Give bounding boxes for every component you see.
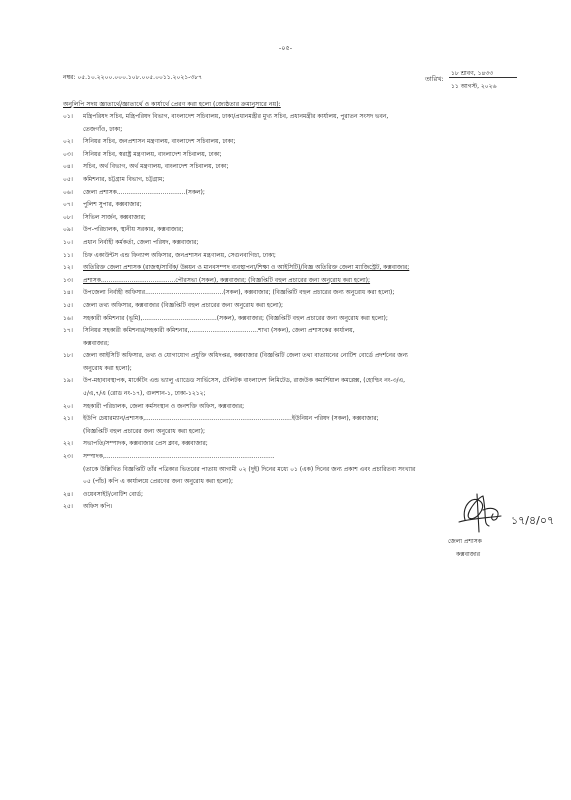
list-item-number: ০৪। bbox=[63, 163, 73, 171]
handwritten-date: ১৭/৪/০৭ bbox=[511, 514, 555, 527]
list-item-text: সভাপতি/সম্পাদক, কক্সবাজার প্রেস ক্লাব, কক্সবাজার; bbox=[83, 440, 208, 448]
signature-mark bbox=[453, 488, 563, 538]
list-item-text: সহকারী পরিচালক, জেলা কর্মসংস্থান ও জনশক্তি অফিস, কক্সবাজার; bbox=[83, 402, 245, 410]
list-item-number: ২২। bbox=[63, 440, 73, 448]
list-item-number: ০৬। bbox=[63, 188, 73, 196]
list-item-text: সিনিয়র সচিব, স্বরাষ্ট্র মন্ত্রণালয়, বাংলাদেশ সচিবালয়, ঢাকা; bbox=[83, 150, 222, 158]
list-item-text: সিভিল সার্জন, কক্সবাজার; bbox=[83, 213, 146, 221]
list-item bbox=[63, 401, 529, 414]
list-item-number: ২৫। bbox=[63, 503, 73, 511]
list-item-continuation: (তাকে উল্লিখিত বিজ্ঞপ্তিটি তাঁর পত্রিকার ভিতরের পাতায় আগামী ০২ (দুই) দিনের মধ্যে ০১ (এক) দিনের জন্য প্রকাশ এবং প্রচারিতব্য সংখ্যার bbox=[83, 465, 416, 473]
signatory-place: কক্সবাজার bbox=[456, 551, 481, 558]
list-item-number: ১৭। bbox=[63, 327, 73, 335]
list-item-number: ২১। bbox=[63, 415, 73, 423]
list-item-number: ২৪। bbox=[63, 490, 73, 498]
list-item-continuation: অনুরোধ করা হলো); bbox=[83, 364, 132, 372]
list-item-text: সহকারী কমিশনার (ভূমি),.......................................(সকল), কক্সবাজার; (বিজ্ঞপ্তিটি বহুল প্রচারের জন্য অনুরোধ করা হলো); bbox=[83, 314, 388, 322]
list-item bbox=[63, 199, 529, 212]
list-item-continuation: (বিজ্ঞপ্তিটি বহুল প্রচারের জন্য অনুরোধ করা হলো); bbox=[83, 427, 205, 435]
list-item-text: কমিশনার, চট্টগ্রাম বিভাগ, চট্টগ্রাম; bbox=[83, 175, 165, 183]
list-item-number: ০৯। bbox=[63, 226, 73, 234]
list-item-text: ইউপি চেয়ারম্যান/প্রশাসক,.............................................................................ইউনিয়ন পরিষদ (সকল), কক্সবাজার; bbox=[83, 415, 379, 423]
list-item-continuation: তেজগাঁও, ঢাকা; bbox=[83, 125, 123, 133]
list-item-number: ০৭। bbox=[63, 201, 73, 209]
list-item bbox=[63, 325, 529, 338]
list-item-number: ১০। bbox=[63, 238, 73, 246]
date-bangla: ১৮ শ্রাবণ, ১৪৩৩ bbox=[451, 70, 494, 77]
signatory-title: জেলা প্রশাসক bbox=[448, 538, 482, 545]
list-item-text: প্রধান নির্বাহী কর্মকর্তা, জেলা পরিষদ, কক্সবাজার; bbox=[83, 238, 199, 246]
list-item-number: ০৫। bbox=[63, 175, 73, 183]
list-item-text: অফিস কপি। bbox=[83, 503, 113, 511]
date-label: তারিখ: bbox=[425, 75, 444, 83]
list-item bbox=[63, 250, 529, 263]
list-item bbox=[63, 287, 529, 300]
list-item-continuation: ৫/এ,৭/এ (রোড নং-১৭), গুলশান-১, ঢাকা-১২১২; bbox=[83, 390, 206, 398]
recipient-list bbox=[63, 111, 529, 514]
list-item-text: উপ-মহাব্যবস্থাপক, মার্কেটিং এন্ড ভ্যালু এ্যাডেড সার্ভিসেস, টেলিটক বাংলাদেশ লিমিটেড, রাজউক কমার্শিয়াল কমপ্লেক্স, (হোল্ডিং নং-৩/এ, bbox=[83, 377, 406, 385]
page-number: -০৫- bbox=[278, 44, 293, 52]
list-item-number: ১১। bbox=[63, 251, 73, 259]
list-item-text: জেলা তথ্য অফিসার, কক্সবাজার (বিজ্ঞপ্তিটি বহুল প্রচারের জন্য অনুরোধ করা হলো); bbox=[83, 301, 284, 309]
list-item-number: ১৬। bbox=[63, 314, 73, 322]
list-item-text: পুলিশ সুপার, কক্সবাজার; bbox=[83, 201, 142, 209]
list-item-text: উপ-পরিচালক, স্থানীয় সরকার, কক্সবাজার; bbox=[83, 226, 184, 234]
memo-number bbox=[63, 72, 202, 83]
list-item-number: ১৯। bbox=[63, 377, 73, 385]
list-item-number: ০১। bbox=[63, 113, 73, 120]
list-item bbox=[63, 275, 529, 288]
list-item bbox=[63, 313, 529, 326]
list-item-text: জেলা প্রশাসক....................................(সকল); bbox=[83, 188, 205, 196]
list-item-text: সিনিয়র সচিব, জনপ্রশাসন মন্ত্রণালয়, বাংলাদেশ সচিবালয়, ঢাকা; bbox=[83, 138, 236, 146]
memo-label: নম্বর: bbox=[63, 74, 76, 81]
list-item bbox=[63, 136, 529, 149]
list-item bbox=[63, 224, 529, 237]
list-item-text: সচিব, অর্থ বিভাগ, অর্থ মন্ত্রণালয়, বাংলাদেশ সচিবালয়, ঢাকা; bbox=[83, 163, 229, 171]
list-item bbox=[63, 212, 529, 225]
list-item-number: ১৪। bbox=[63, 289, 73, 297]
list-item-text: জেলা আইসিটি অফিসার, তথ্য ও যোগাযোগ প্রযুক্তি অধিদপ্তর, কক্সবাজার (বিজ্ঞপ্তিটি জেলা তথ্য বাতায়নের নোটিশ বোর্ডে প্রদর্শনের জন্য bbox=[83, 352, 408, 360]
list-item bbox=[63, 161, 529, 174]
list-item-text: চিফ একাউন্টস এন্ড ফিন্যান্স অফিসার, জনপ্রশাসন মন্ত্রণালয়, সেগুনবাগিচা, ঢাকা; bbox=[83, 251, 276, 259]
list-item-number: ০৮। bbox=[63, 213, 73, 221]
list-item-text: সম্পাদক,......................................................................................... bbox=[83, 453, 275, 461]
list-item-number: ১২। bbox=[63, 264, 73, 272]
list-item-number: ২০। bbox=[63, 402, 73, 410]
list-item bbox=[63, 149, 529, 162]
list-item bbox=[63, 438, 529, 451]
list-item bbox=[63, 451, 529, 464]
list-item-text: অতিরিক্ত জেলা প্রশাসক (রাজস্ব/সার্বিক/ উন্নয়ন ও মানবসম্পদ ব্যবস্থাপনা/শিক্ষা ও আইসিটি)/বিজ্ঞ অতিরিক্ত জেলা ম্যাজিস্ট্রেট, কক্সবাজার; bbox=[83, 264, 410, 272]
list-item-number: ২৩। bbox=[63, 453, 73, 461]
list-item-text: সিনিয়র সহকারী কমিশনার/সহকারী কমিশনার,....................................শাখা (সকল), জেলা প্রশাসকের কার্যালয়, bbox=[83, 327, 355, 335]
list-item bbox=[63, 350, 529, 363]
list-item-number: ১৮। bbox=[63, 352, 73, 360]
distribution-heading: অনুলিপি সদয় জ্ঞাতার্থে/জ্ঞাতার্থে ও কার্যার্থে প্রেরণ করা হলো (জ্যেষ্ঠতার ক্রমানুসারে নয়): bbox=[63, 101, 281, 108]
list-item-text: প্রশাসক.......................................পৌরসভা (সকল), কক্সবাজার; (বিজ্ঞপ্তিটি বহুল প্রচারের জন্য অনুরোধ করা হলো); bbox=[83, 276, 371, 284]
list-item-number: ১৫। bbox=[63, 301, 73, 309]
list-item-continuation: ০৫ (পাঁচ) কপি এ কার্যালয়ে প্রেরণের জন্য অনুরোধ করা হলো); bbox=[83, 478, 233, 486]
list-item bbox=[63, 300, 529, 313]
list-item bbox=[63, 187, 529, 200]
list-item bbox=[63, 111, 529, 124]
list-item bbox=[63, 375, 529, 388]
date-divider bbox=[449, 77, 517, 78]
list-item-number: ০২। bbox=[63, 138, 73, 146]
list-item-number: ০৩। bbox=[63, 150, 73, 158]
list-item-number: ১৩। bbox=[63, 276, 73, 284]
list-item-continuation: কক্সবাজার; bbox=[83, 339, 110, 347]
list-item bbox=[63, 237, 529, 250]
list-item-text: মন্ত্রিপরিষদ সচিব, মন্ত্রিপরিষদ বিভাগ, বাংলাদেশ সচিবালয়, ঢাকা/প্রধানমন্ত্রীর মুখ্য সচিব, প্রধানমন্ত্রীর কার্যালয়, পুরাতন সংসদ ভবন, bbox=[83, 113, 389, 120]
list-item bbox=[63, 174, 529, 187]
date-gregorian: ১১ আগস্ট, ২০২৬ bbox=[451, 83, 497, 90]
list-item-text: ওয়েবসাইট/নোটিশ বোর্ড; bbox=[83, 490, 143, 498]
memo-value: ০৫.১০.২২০০.০০০.১০৮.০০৫.০০১১.২০২১-৩৮৭ bbox=[77, 74, 203, 81]
list-item bbox=[63, 262, 529, 275]
list-item-text: উপজেলা নির্বাহী অফিসার.........................................(সকল), কক্সবাজার; (বিজ্ঞপ্তিটি বহুল প্রচারের জন্য অনুরোধ করা হলো); bbox=[83, 289, 395, 297]
list-item bbox=[63, 413, 529, 426]
